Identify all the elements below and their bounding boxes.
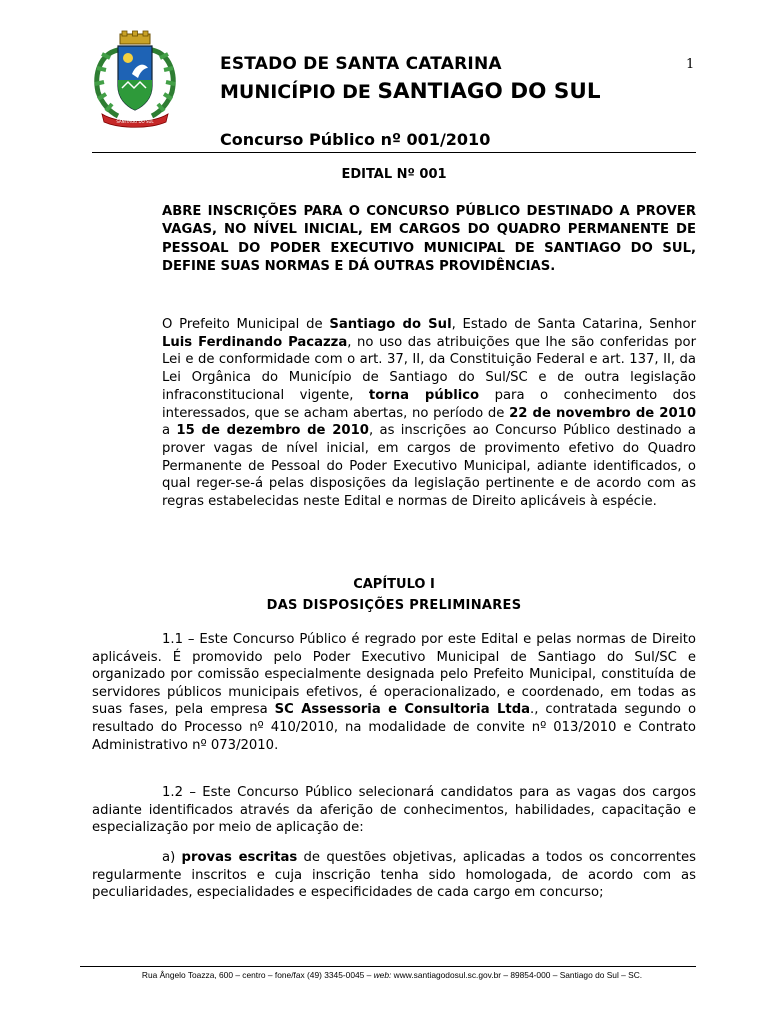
- footer-address: [80, 970, 704, 980]
- page-number: 1: [686, 57, 695, 72]
- coat-of-arms-icon: [88, 30, 182, 128]
- edital-summary: ABRE INSCRIÇÕES PARA O CONCURSO PÚBLICO DESTINADO A PROVER VAGAS, NO NÍVEL INICIAL, EM CARGOS DO QUADRO PERMANENTE DE PESSOAL DO PODER EXECUTIVO MUNICIPAL DE SANTIAGO DO SUL, DEFINE SUAS NORMAS E DÁ OUTRAS PROVIDÊNCIAS.: [162, 204, 696, 274]
- text-run: a): [162, 850, 182, 865]
- svg-text:SANTIAGO DO SUL: SANTIAGO DO SUL: [116, 119, 154, 124]
- text-run: , as inscrições ao Concurso Público destinado a prover vagas de nível inicial, em cargos de provimento efetivo do Quadro Permanente de Pessoal do Poder Executivo Municipal, adiante identificados, o qual reger-se-á pelas disposições da legislação pertinente e de acordo com as regras estabelecidas neste Edital e normas de Direito aplicáveis à espécie.: [162, 423, 696, 510]
- state-name: ESTADO DE SANTA CATARINA: [220, 54, 502, 74]
- chapter-title: DAS DISPOSIÇÕES PRELIMINARES: [266, 598, 522, 613]
- text-run: O Prefeito Municipal de: [162, 317, 330, 332]
- text-run: , no uso das atribuições que lhe são conferidas por Lei e de conformidade com o art. 37, II, da Constituição Federal e art. 137, II, da Lei Orgânica do Município de Santiago do Sul/SC e de outra legislação infraconstitucional vigente,: [162, 334, 697, 403]
- text-run: a: [162, 423, 177, 439]
- text-run: , Estado de Santa Catarina, Senhor: [451, 317, 696, 332]
- preamble-paragraph: [162, 316, 696, 511]
- bold-run: Santiago do Sul: [329, 317, 452, 332]
- bold-run: Luis Ferdinando Pacazza: [162, 334, 348, 350]
- text-run: 1.1 – Este Concurso Público é regrado por este Edital e pelas normas de Direito aplicáveis. É promovido pelo Poder Executivo Municipal de Santiago do Sul/SC e organizado por comissão especialmente designada pelo Prefeito Municipal, constituída de servidores públicos municipais efetivos, é operacionalizado, e coordenado, em todas as suas fases, pela empresa: [92, 632, 696, 718]
- concurso-title: Concurso Público nº 001/2010: [220, 130, 491, 149]
- section-1-2: [92, 784, 696, 837]
- footer-divider: [80, 966, 696, 967]
- edital-title: EDITAL Nº 001: [341, 167, 447, 182]
- bold-run: SC Assessoria e Consultoria Ltda: [274, 702, 531, 718]
- text-run: 1.2 – Este Concurso Público selecionará candidatos para as vagas dos cargos adiante identificados através da aferição de conhecimentos, habilidades, capacitação e especialização por meio de aplicação de:: [92, 785, 696, 836]
- bold-run: 22 de novembro de 2010: [509, 405, 696, 421]
- section-1-1: [92, 631, 696, 754]
- bold-run: provas escritas: [181, 850, 298, 865]
- bold-run: 15 de dezembro de 2010: [176, 423, 369, 439]
- header-divider: [92, 152, 696, 153]
- municipality-name: [220, 79, 601, 104]
- footer-text: www.santiagodosul.sc.gov.br – 89854-000 – Santiago do Sul – SC.: [391, 970, 643, 980]
- municipality-title: SANTIAGO DO SUL: [377, 79, 601, 104]
- text-run: de questões objetivas, aplicadas a todos os concorrentes regularmente inscritos e cuja inscrição tenha sido homologada, de acordo com as peculiaridades, especialidades e especificidades de cada cargo em concurso;: [92, 850, 696, 901]
- bold-run: torna público: [368, 387, 480, 403]
- footer-text: Rua Ângelo Toazza, 600 – centro – fone/fax (49) 3345-0045 –: [141, 970, 374, 980]
- footer-web-label: web:: [373, 970, 392, 980]
- municipality-prefix: MUNICÍPIO DE: [220, 81, 378, 103]
- chapter-number: CAPÍTULO I: [353, 577, 435, 592]
- text-run: para o conhecimento dos interessados, que se acham abertas, no período de: [162, 387, 696, 421]
- item-a: [92, 849, 696, 902]
- text-run: ., contratada segundo o resultado do Processo nº 410/2010, na modalidade de convite nº 013/2010 e Contrato Administrativo nº 073/2010.: [92, 702, 697, 753]
